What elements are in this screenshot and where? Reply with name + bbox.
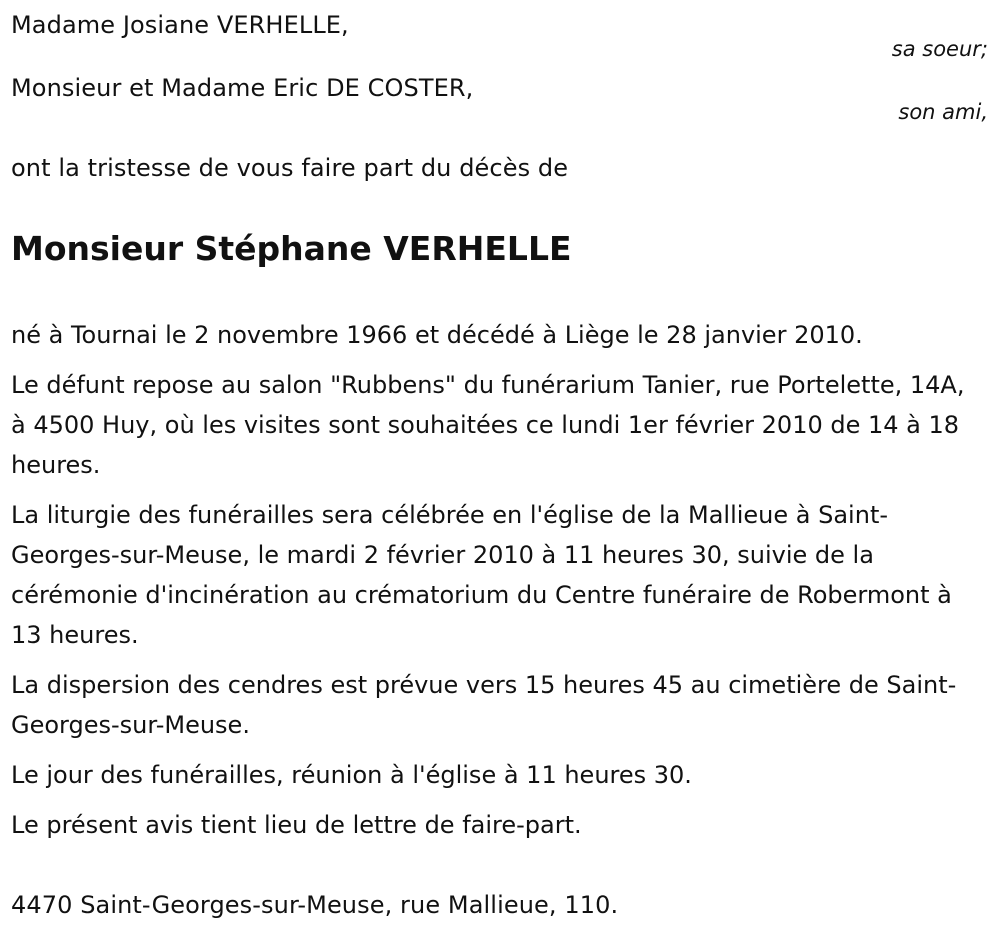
birth-death-paragraph: né à Tournai le 2 novembre 1966 et décédé à Liège le 28 janvier 2010. xyxy=(11,321,863,349)
announcement-intro: ont la tristesse de vous faire part du décès de xyxy=(11,154,569,182)
family-address: 4470 Saint-Georges-sur-Meuse, rue Mallieue, 110. xyxy=(11,891,619,919)
family-member-name: Monsieur et Madame Eric DE COSTER, xyxy=(11,74,474,102)
gathering-paragraph: Le jour des funérailles, réunion à l'église à 11 heures 30. xyxy=(11,761,692,789)
family-member-relation: son ami, xyxy=(898,100,988,124)
ashes-dispersion-paragraph: La dispersion des cendres est prévue vers 15 heures 45 au cimetière de Saint-Georges-sur-Meuse. xyxy=(11,671,957,739)
deceased-name: Monsieur Stéphane VERHELLE xyxy=(11,229,572,268)
notice-statement-paragraph: Le présent avis tient lieu de lettre de faire-part. xyxy=(11,811,582,839)
visitation-paragraph: Le défunt repose au salon "Rubbens" du funérarium Tanier, rue Portelette, 14A, à 4500 Huy, où les visites sont souhaitées ce lundi 1er février 2010 de 14 à 18 heures. xyxy=(11,371,965,479)
liturgy-paragraph: La liturgie des funérailles sera célébrée en l'église de la Mallieue à Saint-Georges-sur-Meuse, le mardi 2 février 2010 à 11 heures 30, suivie de la cérémonie d'incinération au crématorium du Centre funéraire de Robermont à 13 heures. xyxy=(11,501,952,649)
family-member-name: Madame Josiane VERHELLE, xyxy=(11,11,349,39)
family-member-relation: sa soeur; xyxy=(891,37,988,61)
